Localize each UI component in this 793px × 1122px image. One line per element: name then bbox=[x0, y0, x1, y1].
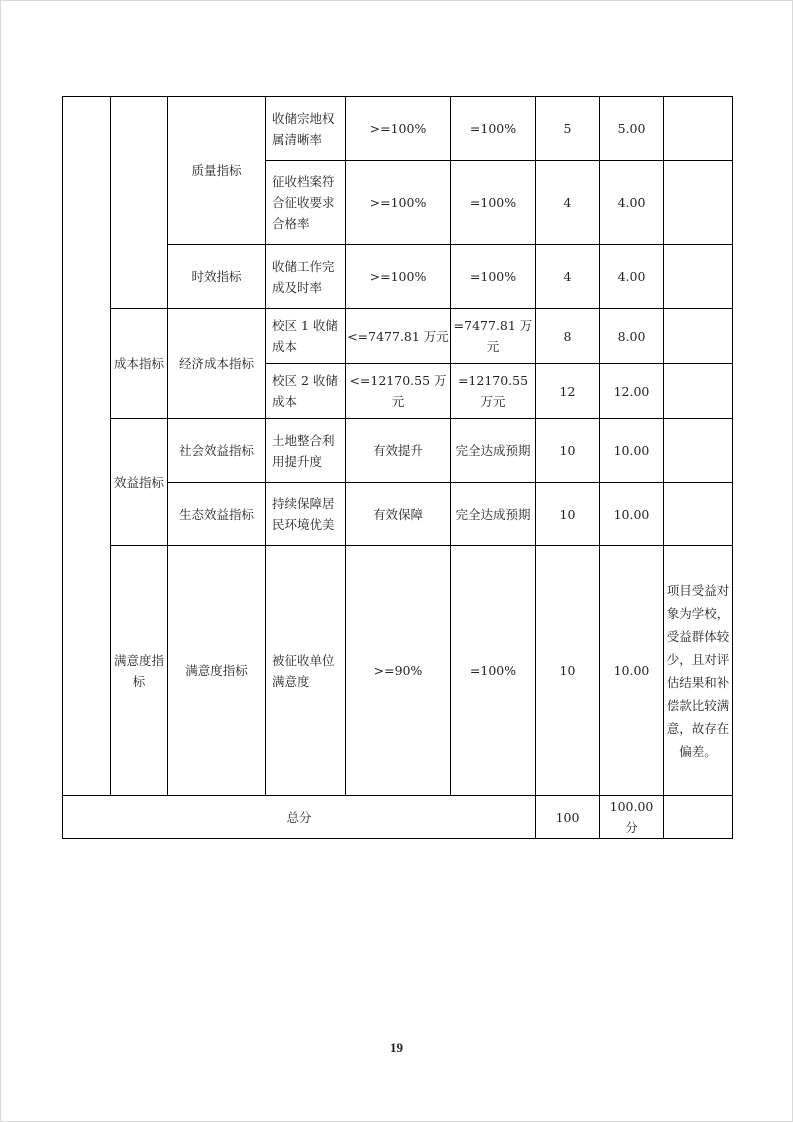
note-cell bbox=[664, 245, 733, 309]
total-label: 总分 bbox=[63, 796, 536, 839]
level2-cell: 成本指标 bbox=[111, 309, 168, 419]
actual-cell: =100% bbox=[451, 245, 536, 309]
indicator-cell: 征收档案符合征收要求合格率 bbox=[266, 161, 346, 245]
weight-cell: 4 bbox=[536, 161, 600, 245]
score-cell: 10.00 bbox=[600, 483, 664, 546]
indicator-cell: 土地整合利用提升度 bbox=[266, 419, 346, 483]
level3-cell: 时效指标 bbox=[168, 245, 266, 309]
note-cell bbox=[664, 364, 733, 419]
weight-cell: 8 bbox=[536, 309, 600, 364]
total-score: 100.00 分 bbox=[600, 796, 664, 839]
level3-cell: 满意度指标 bbox=[168, 546, 266, 796]
indicator-cell: 收储工作完成及时率 bbox=[266, 245, 346, 309]
target-cell: <=12170.55 万元 bbox=[346, 364, 451, 419]
score-cell: 12.00 bbox=[600, 364, 664, 419]
table-row bbox=[63, 309, 733, 364]
note-cell bbox=[664, 419, 733, 483]
page-number: 19 bbox=[390, 1040, 403, 1055]
weight-cell: 10 bbox=[536, 483, 600, 546]
level3-cell: 社会效益指标 bbox=[168, 419, 266, 483]
actual-cell: 完全达成预期 bbox=[451, 483, 536, 546]
indicator-cell: 校区 1 收储成本 bbox=[266, 309, 346, 364]
actual-cell: =100% bbox=[451, 546, 536, 796]
table-row bbox=[63, 97, 733, 161]
weight-cell: 10 bbox=[536, 546, 600, 796]
level2-cell: 效益指标 bbox=[111, 419, 168, 546]
level1-cell bbox=[63, 97, 111, 796]
level3-cell: 生态效益指标 bbox=[168, 483, 266, 546]
note-cell bbox=[664, 97, 733, 161]
indicator-cell: 被征收单位满意度 bbox=[266, 546, 346, 796]
target-cell: >=100% bbox=[346, 245, 451, 309]
table-row bbox=[63, 546, 733, 796]
target-cell: 有效保障 bbox=[346, 483, 451, 546]
note-cell bbox=[664, 309, 733, 364]
actual-cell: =12170.55 万元 bbox=[451, 364, 536, 419]
score-cell: 10.00 bbox=[600, 546, 664, 796]
target-cell: >=90% bbox=[346, 546, 451, 796]
level3-cell: 经济成本指标 bbox=[168, 309, 266, 419]
level2-cell bbox=[111, 97, 168, 309]
weight-cell: 12 bbox=[536, 364, 600, 419]
total-weight: 100 bbox=[536, 796, 600, 839]
level2-cell: 满意度指标 bbox=[111, 546, 168, 796]
note-cell bbox=[664, 483, 733, 546]
target-cell: <=7477.81 万元 bbox=[346, 309, 451, 364]
indicator-cell: 校区 2 收储成本 bbox=[266, 364, 346, 419]
score-cell: 4.00 bbox=[600, 245, 664, 309]
target-cell: >=100% bbox=[346, 161, 451, 245]
score-cell: 5.00 bbox=[600, 97, 664, 161]
level3-cell: 质量指标 bbox=[168, 97, 266, 245]
performance-table bbox=[62, 96, 733, 839]
weight-cell: 4 bbox=[536, 245, 600, 309]
actual-cell: =100% bbox=[451, 161, 536, 245]
total-row bbox=[63, 796, 733, 839]
target-cell: >=100% bbox=[346, 97, 451, 161]
table-row bbox=[63, 419, 733, 483]
weight-cell: 10 bbox=[536, 419, 600, 483]
weight-cell: 5 bbox=[536, 97, 600, 161]
note-cell: 项目受益对象为学校，受益群体较少，且对评估结果和补偿款比较满意，故存在偏差。 bbox=[664, 546, 733, 796]
total-note bbox=[664, 796, 733, 839]
indicator-cell: 收储宗地权属清晰率 bbox=[266, 97, 346, 161]
note-cell bbox=[664, 161, 733, 245]
actual-cell: =100% bbox=[451, 97, 536, 161]
actual-cell: =7477.81 万元 bbox=[451, 309, 536, 364]
score-cell: 8.00 bbox=[600, 309, 664, 364]
score-cell: 4.00 bbox=[600, 161, 664, 245]
indicator-cell: 持续保障居民环境优美 bbox=[266, 483, 346, 546]
target-cell: 有效提升 bbox=[346, 419, 451, 483]
actual-cell: 完全达成预期 bbox=[451, 419, 536, 483]
score-cell: 10.00 bbox=[600, 419, 664, 483]
